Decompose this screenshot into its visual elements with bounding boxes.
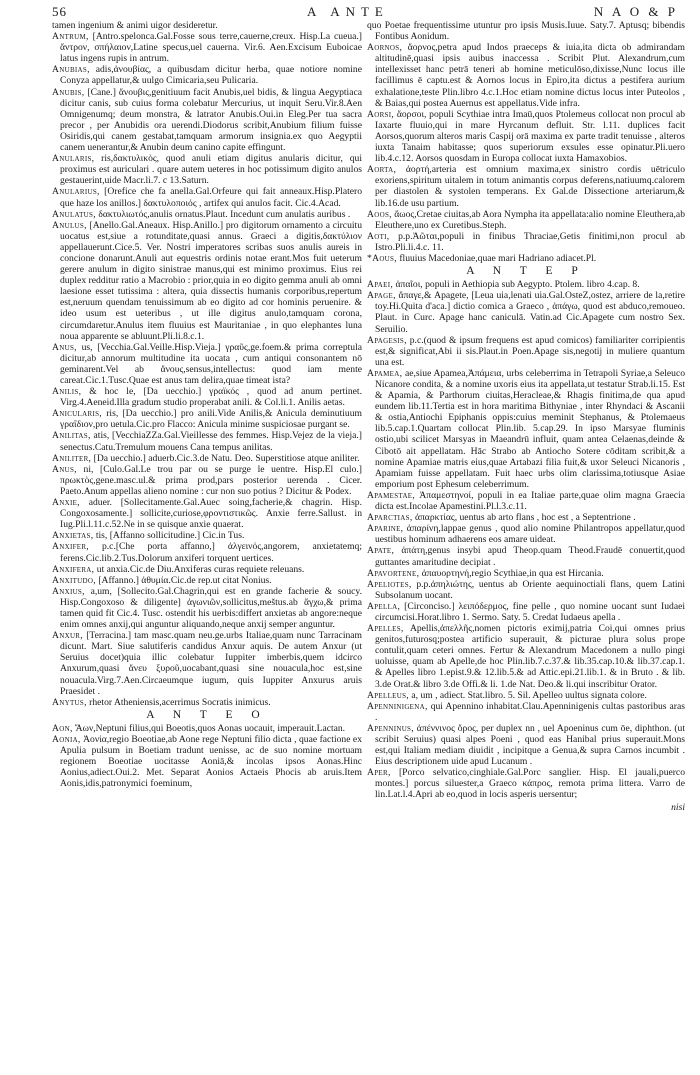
dictionary-entry [52, 734, 362, 789]
entry-text: ἀπαρίνη,lappae genus , quod alio nomine Philantropos appellatur,quod uestibus hominum adhaerens eos amare uideat. [375, 523, 685, 546]
dictionary-entry [52, 630, 362, 697]
entry-text: [Antro.spelonca.Gal.Fosse sous terre,cauerne,creux. Hisp.La cueua.] ἄντρον, σπήλαιον,Latine specus,uel cauerna. Vir.6. Aen.Excisum Euboicae latus ingens rupis in antrum. [60, 31, 362, 65]
entry-text: ni, [Culo.Gal.Le trou par ou se purge le uentre. Hisp.El culo.] πρωκτὸς,gene.masc.ul.& prima prod,pars posterior uerenda . Cicer. Paeto.Anum appellas alieno nomine : cur non suo potius ? Dicitur & Podex. [60, 463, 362, 497]
dictionary-entry [52, 541, 362, 563]
dictionary-entry [367, 164, 685, 208]
dictionary-entry [367, 231, 685, 253]
entry-headword: Apenninigena, [367, 700, 428, 712]
entry-text: tamen ingenium & animi uigor desideretur. [52, 20, 218, 31]
dictionary-entry [52, 87, 362, 154]
entry-text: ἀπαυορτηνή,regio Scythiae,in qua est Hircania. [421, 567, 604, 579]
entry-headword: Anus, [52, 463, 77, 475]
section-heading: A N T E O [146, 708, 268, 721]
entry-text: [Circonciso.] λειπόδερμος, fine pelle , quo nomine uocant sunt Iudaei circumcisi.Horat.libro 1. Sermo. Saty. 5. Credat Iudaeus apella . [375, 600, 685, 623]
section-heading: A N T E P [466, 265, 586, 278]
entry-text: ris, [Da uecchio.] pro anili.Vide Anilis,& Anicula deminutiuum γραΐδιον,pro uetula.Cic.pro Flacco: Anicula minime suspiciosae purgant se. [60, 408, 362, 431]
dictionary-entry [367, 545, 685, 567]
entry-text: [Da uecchio.] aduerb.Cic.3.de Natu. Deo. Superstitiose atque aniliter. [93, 452, 360, 464]
entry-text: p.c.(quod & ipsum frequens est apud comicos) familiariter corripientis est,& significat,Abi ii sis.Plaut.in Poen.Apage sis,negotij in muliere quantum una est. [375, 334, 685, 368]
dictionary-entry [367, 253, 685, 264]
dictionary-entry [52, 464, 362, 497]
entry-headword: Apeliotes, [367, 578, 412, 590]
page-header [52, 4, 678, 20]
entry-headword: Antrum, [52, 31, 89, 43]
left-column [52, 20, 362, 1070]
entry-text: ἀπαρκτίας, uentus ab arto flans , hoc est , a Septentrione . [414, 512, 636, 524]
entry-text: [Terracina.] tam masc.quam neu.ge.urbs Italiae,quam nunc Tarracinam dicunt. Mart. Siue salutiferis candidus Anxur aquis. De autem Anxur (ut Seruius docet)quia illic colebatur Iuppiter imberbis,quem idcirco Anxurum,quasi ἄνευ ξυροῦ,uocabant,quasi sine nouacula,hoc est,sine nouacula.Virg.7.Aen.Circaeumque iugum, quis Iuppiter Anxurus aruis Praesidet . [60, 630, 362, 697]
entry-text: us, [Vecchia.Gal.Veille.Hisp.Vieja.] γραῦς,ge.foem.& prima correptula dicitur,ab annorum multitudine ita uocata , cum antiqui consonantem nō geminarent.Vel ab ἄνους,sensus,intellectus: quod iam mente careat.Cic.1.Tusc.Quae est anus tam delira,quae timeat ista? [60, 341, 362, 386]
dictionary-entry [367, 290, 685, 334]
entry-text: tis, [Affanno sollicitudine.] Cic.in Tus. [95, 530, 245, 542]
entry-headword: *Aous, [367, 252, 397, 264]
dictionary-entry [52, 497, 362, 530]
dictionary-entry [367, 723, 685, 767]
entry-text: a,um, [Sollecito.Gal.Chagrin,qui est en grande facherie & soucy. Hisp.Congoxoso & diligente] ἀγωνιῶν,sollicitus,meštus.ab ἄγχω,& prima tamen quid fit Cic.4. Tusc. ostendit his uerbis:differt anxietas ab angore:neque enim omnes anxij,qui anguntur aliquando,neque anxij semper anguntur. [60, 585, 362, 631]
running-head-left: A ANTE [307, 4, 389, 19]
dictionary-entry [367, 368, 685, 490]
entry-text: Ἀονία,regio Boeotiae,ab Aone rege Neptuni filio dicta , quae factione ex Apulia pulsum in Boetiam tradunt uenisse, ac de suo nomine mortuam regionem Boeotiae uocitasse Aoniā,& incolas ipsos Aonas.Hinc Aonius,adiect.Oui.2. Met. Separat Aonios Actaeis Phocis ab aruis.Item Aonis,idis,patronymici foeminum, [60, 734, 362, 790]
entry-text: a, um , adiect. Stat.libro. 5. Sil. Apelleo uultus signata colore. [411, 689, 647, 701]
dictionary-entry [52, 209, 362, 220]
entry-text: & hoc le, [Da uecchio.] γραϊκός , quod ad anum pertinet. Virg.4.Aeneid.Illa gradum studio properabat anili. & Col.li.1. Anilis aetas. [60, 386, 362, 409]
dictionary-entry [367, 690, 685, 701]
dictionary-entry [367, 512, 685, 523]
dictionary-entry [52, 186, 362, 208]
entry-headword: Anxietas, [52, 530, 94, 542]
entry-headword: Apage, [367, 290, 396, 302]
catchword: nisi [671, 801, 685, 813]
dictionary-entry [52, 564, 362, 575]
entry-headword: Aonia, [52, 734, 81, 745]
entry-headword: Aoos, [367, 208, 392, 220]
entry-text: ἄωος,Cretae ciuitas,ab Aora Nympha ita appellata:alio nomine Eleuthera,ab Eleuthere,uno ex Curetibus.Steph. [375, 208, 685, 231]
entry-headword: Aorsi, [367, 108, 395, 120]
entry-headword: Anularius, [52, 186, 100, 198]
entry-headword: Anxitudo, [52, 574, 96, 586]
entry-text: quo Poetae frequentissime utuntur pro ipsis Musis.Iuue. Saty.7. Aptusq; bibendis Fontibus Aonidum. [367, 20, 685, 43]
entry-text: Ἀπαμεστηνοί, populi in ea Italiae parte,quae olim magna Graecia dicta est.Incolae Apamestini.Pl.l.3.c.11. [375, 489, 685, 513]
entry-headword: Anus, [52, 341, 77, 353]
entry-headword: Aparctias, [367, 512, 413, 524]
dictionary-entry [367, 279, 685, 290]
entry-headword: Anilis, [52, 386, 82, 398]
dictionary-entry [52, 408, 362, 430]
entry-headword: Apamea, [367, 367, 403, 379]
dictionary-entry [367, 523, 685, 545]
dictionary-entry [52, 220, 362, 342]
right-column [367, 20, 685, 1070]
entry-headword: Apella, [367, 600, 401, 612]
entry-headword: Anxifer, [52, 541, 90, 553]
entry-headword: Anularis, [52, 153, 95, 165]
entry-text: rhetor Atheniensis,acerrimus Socratis inimicus. [89, 696, 271, 708]
entry-text: p.p.Ἀῶται,populi in finibus Thraciae,Getis finitimi,non procul ab Istro.Pli.li.4.c. 11. [375, 230, 685, 253]
dictionary-entry [52, 697, 362, 708]
entry-headword: Aparine, [367, 523, 404, 535]
entry-headword: Anicularis, [52, 408, 102, 420]
entry-headword: Anxie, [52, 497, 80, 509]
entry-headword: Anxius, [52, 585, 85, 597]
entry-headword: Anulus, [52, 219, 87, 231]
entry-headword: Anubis, [52, 86, 85, 98]
entry-text: ἀορτή,arteria est omnium maxima,ex sinistro cordis uētriculo exoriens,spiritum uitalem in totum animantis corpus deferens,natiuumq.calorem per diastolen & systolen temperans. Ex Gal.de Dissectione arteriarum,& lib.16.de usu partium. [375, 164, 685, 209]
entry-headword: Aniliter, [52, 452, 92, 464]
entry-text: ἀπάτη,genus insybi apud Theop.quam Theod.Fraudē conuertit,quod guttantes amaritudine decipiat . [375, 545, 685, 568]
dictionary-entry [367, 490, 685, 512]
entry-headword: Anilitas, [52, 430, 91, 442]
entry-headword: Aper, [367, 767, 391, 779]
entry-text: ἄορνος,petra apud Indos praeceps & iuia,ita dicta ob admirandam altitudinē,quasi ipsis auibus inaccessa . Scribit Plut. Alexandrum,cum intellexisset hanc petrā teneri ab homine meticulōso,dixisse,Nunc locus ille facillimus ē captu.est & Aornos locus in Epiro,ita dictus a pestifera aurium exhalatione,teste Plin.libro 4.c.1.Hoc etiam nomine dictus locus inter Puteolos , & Baias,qui postea Auernus est appellatus.Vide infra. [375, 42, 685, 109]
dictionary-entry [52, 430, 362, 452]
dictionary-entry [367, 579, 685, 601]
entry-text: aduer. [Sollecitamente.Gal.Auec soing,facherie,& chagrin. Hisp. Congoxosamente.] sollicite,curiose,φροντιστικῶς. Anxie ferre.Sallust. in Iug.Pli.l.11.c.52.Ne in se quisque anxie quaerat. [60, 497, 362, 531]
dictionary-entry [367, 601, 685, 623]
dictionary-entry [52, 530, 362, 541]
dictionary-entry [367, 701, 685, 723]
entry-text: ae,siue Apamea,Ἀπάμεια, urbs celeberrima in Tetrapoli Syriae,a Seleuco Nicanore condita, & a nomine uxoris eius ita appellata,ut testatur Strab.li.15. Est & Apamia, & Parthorum ciuitas,Heracleae,& Rhagis finitima,de qua apud eundem lib.11.Tertia est in hora maritima Bithyniae , inter Rhyndaci & Ascanii & ostia,Antiochi Epiphanis oppis:cuius meminit Stephanus, & Ptolemaeus lib.5.cap.1.Quartam collocat Plin.lib. 5.cap.29. In ipso Marsyae fluminis ostio,ubi scilicet Marsyas in Maeandrū influit, quam antea Celaenas,deinde & Cibotō ait appellatam. Hāc Strabo ab Antiocho Sotere cōditam scribit,& a nomine Apamiae matris eius,quae Artabazi filia fuit,& uxor Seleuci Nicanoris , Apamiam fuisse appellatam. Fuit haec urbs olim clarissima,totiusque Asiae emporium post Ephesum celeberrimum. [375, 367, 685, 490]
dictionary-entry [52, 20, 362, 31]
dictionary-entry [367, 623, 685, 690]
page-number: 56 [52, 4, 67, 19]
dictionary-entry [367, 568, 685, 579]
right-column-body [367, 20, 685, 801]
entry-headword: Apavortene, [367, 567, 420, 579]
running-head-right: N A O & P [593, 4, 678, 19]
dictionary-entry [367, 767, 685, 800]
entry-headword: Anxifera, [52, 563, 95, 575]
entry-headword: Anytus, [52, 696, 87, 708]
dictionary-entry [52, 342, 362, 386]
entry-text: Apellis,ἀπελλῆς,nomen pictoris eximij,patria Coi,qui omnes prius genitos,futurosq;postea artificio superauit, & picturae plura solus prope contulit,quam ceteri omnes. Fertur & Alexandrum Macedonem a nullo pingi uoluisse, quam ab Apelle,de hoc Plin.lib.7.c.37.& lib.35.cap.10.& lib.37.cap.1. & Apelles libro 1.epist.9.& 12.lib.5.& ad Attic.epi.21.lib.1. & in Bruto . & lib. 3.de Orat.& libro 3.de Offi.& li. 1.de Nat. Deo.& li.qui inscribitur Orator. [375, 623, 685, 690]
entry-headword: Apenninus, [367, 722, 414, 734]
dictionary-entry [367, 209, 685, 231]
dictionary-entry [367, 335, 685, 368]
entry-text: ἀπαῖοι, populi in Aethiopia sub Aegypto. Ptolem. libro 4.cap. 8. [395, 279, 640, 291]
entry-text: p.c.[Che porta affanno,] ἀλγεινός,angorem, anxietatemq; ferens.Cic.lib.2.Tus.Dolorum anxiferi torquent uertices. [60, 541, 362, 564]
entry-text: atis, [VecchiaZZa.Gal.Vieillesse des femmes. Hisp.Vejez de la vieja.] senectus.Catu.Tremulum mouens Cana tempus anilitas. [60, 430, 362, 453]
entry-headword: Aornos, [367, 42, 403, 54]
dictionary-entry [52, 153, 362, 186]
dictionary-entry [52, 723, 362, 734]
entry-headword: Apaei, [367, 279, 394, 291]
dictionary-entry [52, 386, 362, 408]
entry-headword: Apate, [367, 545, 395, 557]
entry-text: [Affanno.] ἀθυμία.Cic.de rep.ut citat Nonius. [98, 574, 272, 586]
entry-text: qui Apennino inhabitat.Clau.Apenninigenis cultas pastoribus aras . [375, 700, 685, 723]
entry-text: ἄπαγε,& Apagete, [Leua uia,lenati uia.Gal.OsteZ,ostez, arriere de la,retire toy.Hi.Quita d'aca.] dictio comica a Graeco , ἀπάγω, quod est abduco,remoueo. Plaut. in Curc. Apage hanc caniculā. Vatin.ad Cic.Apagete cum nostro Sex. Seruilio. [375, 290, 685, 335]
entry-text: ut anxia.Cic.de Diu.Anxiferas curas requiete releuans. [96, 563, 305, 575]
entry-text: p.p.ἀπηλιώτης, uentus ab Oriente aequinoctiali flans, quem Latini Subsolanum uocant. [375, 578, 685, 601]
entry-headword: Aon, [52, 722, 73, 734]
entry-text: [Cane.] ἄνουβις,genitiuum facit Anubis,uel bidis, & lingua Aegyptiaca dicitur canis, sub cuius forma colebatur Mercurius, ut inquit Seru.Vir.8.Aen Omnigenumq; deum monstra, & latrator Anubis.Oui.in Eleg.Per tua sacra precor , per Anubidis ora uerendi.Diodorus scribit,Anubium filium fuisse Osiridis,qui canem gestabat,tamquam armorum insignia.ex quo Aegyptii canem uenerantur,& Anubin deum canino capite effingunt. [60, 86, 362, 154]
dictionary-entry [52, 575, 362, 586]
entry-text: [Anello.Gal.Aneaux. Hisp.Anillo.] pro digitorum ornamento a circuitu uocatus est,siue a rotunditate,quasi annus. Graeci a digitis,δακτύλιον appellauerunt.Cice.5. Ver. Nostri imperatores scribas suos anulis aureis in concione donarunt.Anuli aut equestris ordinis notae erant.Mos fuit ueterum gerere anulum in digito sinistrae manus,qui est minimo proximus. Eius rei duplex redditur ratio a Macrobio : prior,quia in eo digito gemma anuli ab omni laesione esset tutissima : altera, quia dissectis humanis corporibus,repertum est,neruum quendam tenuissimum ab eo digito ad cor hominis peruenire. & ideo usum est ueteribus , ut ille digitus anulo,tamquam corona, circumdaretur.Anulus item fluuius est Mauritaniae , in quo elephantes luna noua apparente se abluunt.Pli.li.8.c.1. [60, 219, 362, 342]
dictionary-entry [52, 64, 362, 86]
entry-text: [Porco selvatico,cinghiale.Gal.Porc sanglier. Hisp. El jauali,puerco montes.] porcus siluester,a Graeco κάπρος, remota prima littera. Varro de lin.Lat.l.4.Apri ab eo,quod in locis asperis uersentur; [375, 767, 685, 801]
dictionary-entry [52, 453, 362, 464]
entry-text: δακτυλιωτός,anulis ornatus.Plaut. Incedunt cum anulatis auribus . [98, 208, 351, 220]
entry-text: fluuius Macedoniae,quae mari Hadriano adiacet.Pl. [399, 252, 597, 264]
entry-headword: Aoti, [367, 230, 390, 242]
entry-headword: Apelles, [367, 623, 404, 635]
entry-text: Ἄων,Neptuni filius,qui Boeotis,quos Aonas uocauit, imperauit.Lactan. [75, 722, 346, 734]
entry-headword: Anxur, [52, 630, 83, 642]
entry-text: [Orefice che fa anella.Gal.Orfeure qui fait anneaux.Hisp.Platero que haze los anillos.] δακτυλοποιός , artifex qui anulos facit. Cic.4.Acad. [60, 186, 362, 209]
entry-text: ἄορσοι, populi Scythiae intra Imaū,quos Ptolemeus collocat non procul ab Iaxarte fluuio,qui in mare Hyrcanum defluit. Str. l.11. duplices facit Aorsos,quorum alteros maris Caspij orā maxima ex parte tradit tenuisse , alteros iuxta Tanaim habitasse; quos superiorum exsules esse opinatur.Pli.uero lib.4.c.12. Aorsos quosdam in Europa collocat iuxta Hamaxobios. [375, 108, 685, 165]
dictionary-entry [52, 586, 362, 630]
entry-headword: Anubias, [52, 64, 90, 76]
dictionary-entry [52, 31, 362, 64]
dictionary-entry [367, 109, 685, 164]
entry-text: adis,ἀνουβίας, a quibusdam dicitur herba, quae notiore nomine Conyza appellatur,& uulgo Cimicaria,seu Pulicaria. [60, 64, 362, 87]
entry-headword: Apagesis, [367, 334, 407, 346]
entry-headword: Apelleus, [367, 689, 409, 701]
entry-headword: Anulatus, [52, 208, 96, 220]
entry-text: ris,δακτυλικὸς, quod anuli etiam digitus anularis dicitur, qui proximus est auriculari . quare autem ueteres in hoc potissimum digito anulos gestauerint,uide Macr.li.7. c 13.Saturn. [60, 153, 362, 187]
entry-headword: Aorta, [367, 164, 397, 176]
dictionary-entry [367, 42, 685, 109]
entry-text: ἀπέννινος ὄρος, per duplex nn , uel Apoeninus cum ōe, diphthon. (ut scribit Seruius) quasi alpes Poeni , quod eas Hanibal prius superauit.Mons est,qui Italiam mediam diuidit , incipitque a Genua,& supra Carnos incumbit . Eius descriptionem uide apud Lucanum . [375, 722, 685, 768]
dictionary-entry [367, 20, 685, 42]
entry-headword: Apamestae, [367, 489, 416, 501]
